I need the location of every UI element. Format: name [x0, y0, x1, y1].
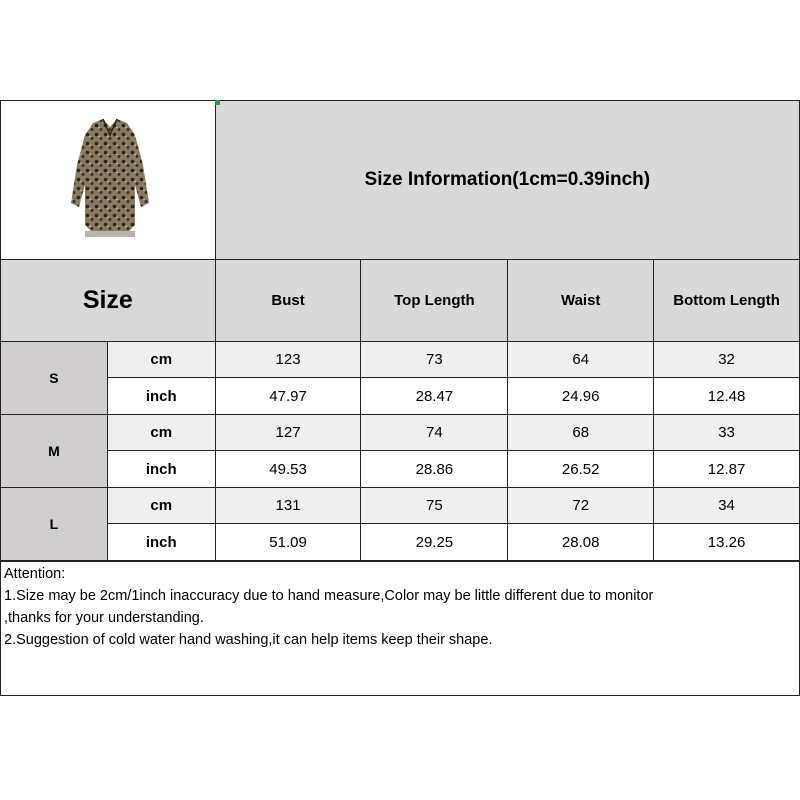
unit-label: cm: [107, 488, 215, 524]
value-cell: 127: [215, 415, 361, 451]
value-cell: 64: [508, 342, 654, 378]
value-cell: 72: [508, 488, 654, 524]
table-row: [1, 342, 800, 378]
value-cell: 74: [361, 415, 508, 451]
table-row: [1, 451, 800, 488]
unit-label: cm: [107, 342, 215, 378]
value-cell: 13.26: [654, 524, 800, 561]
table-row: [1, 415, 800, 451]
attention-notes: [0, 561, 800, 696]
value-cell: 29.25: [361, 524, 508, 561]
size-label-s: S: [1, 342, 108, 415]
unit-label: inch: [107, 451, 215, 488]
value-cell: 68: [508, 415, 654, 451]
unit-label: cm: [107, 415, 215, 451]
size-label-l: L: [1, 488, 108, 561]
value-cell: 123: [215, 342, 361, 378]
size-chart: [0, 100, 800, 698]
value-cell: 131: [215, 488, 361, 524]
value-cell: 49.53: [215, 451, 361, 488]
table-row: [1, 488, 800, 524]
value-cell: 26.52: [508, 451, 654, 488]
size-info-title: Size Information(1cm=0.39inch): [215, 101, 799, 260]
value-cell: 12.87: [654, 451, 800, 488]
table-row: [1, 378, 800, 415]
unit-label: inch: [107, 524, 215, 561]
value-cell: 32: [654, 342, 800, 378]
column-header-waist: Waist: [508, 260, 654, 342]
size-label-m: M: [1, 415, 108, 488]
product-photo: [31, 105, 189, 257]
value-cell: 34: [654, 488, 800, 524]
value-cell: 47.97: [215, 378, 361, 415]
attention-line-1: 1.Size may be 2cm/1inch inaccuracy due to hand measure,Color may be little different due to monitor: [4, 588, 654, 604]
corner-mark: [215, 100, 220, 105]
value-cell: 24.96: [508, 378, 654, 415]
value-cell: 51.09: [215, 524, 361, 561]
product-photo-cell: [1, 101, 216, 260]
column-header-top-length: Top Length: [361, 260, 508, 342]
value-cell: 73: [361, 342, 508, 378]
value-cell: 75: [361, 488, 508, 524]
table-row: [1, 524, 800, 561]
value-cell: 28.86: [361, 451, 508, 488]
attention-heading: Attention:: [4, 566, 66, 582]
value-cell: 12.48: [654, 378, 800, 415]
value-cell: 28.08: [508, 524, 654, 561]
column-header-bottom-length: Bottom Length: [654, 260, 800, 342]
attention-line-2: ,thanks for your understanding.: [4, 610, 204, 626]
column-header-bust: Bust: [215, 260, 361, 342]
size-heading: Size: [1, 260, 216, 342]
size-table: [0, 100, 800, 561]
attention-line-3: 2.Suggestion of cold water hand washing,it can help items keep their shape.: [4, 632, 493, 648]
value-cell: 33: [654, 415, 800, 451]
value-cell: 28.47: [361, 378, 508, 415]
unit-label: inch: [107, 378, 215, 415]
